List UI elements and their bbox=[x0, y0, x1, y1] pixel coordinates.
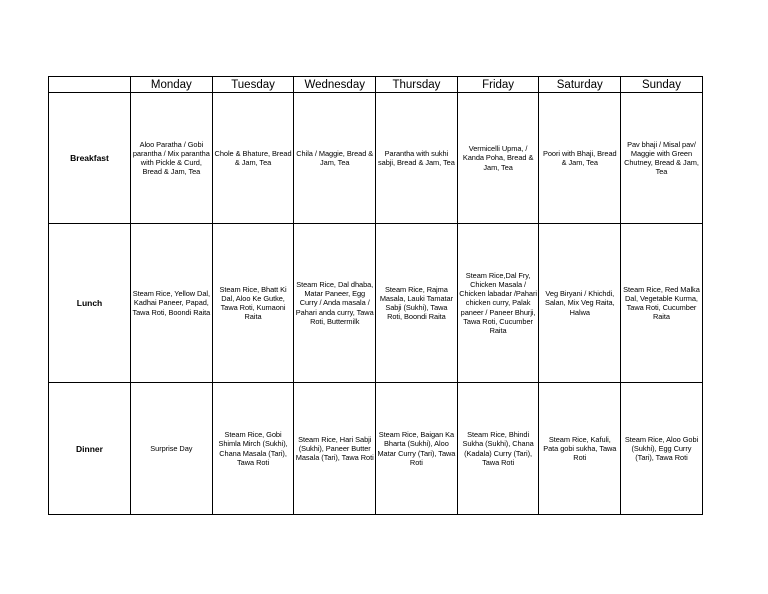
day-header-saturday: Saturday bbox=[539, 77, 621, 93]
breakfast-thursday-cell: Parantha with sukhi sabji, Bread & Jam, Tea bbox=[376, 93, 458, 224]
day-header-friday: Friday bbox=[457, 77, 539, 93]
day-header-tuesday: Tuesday bbox=[212, 77, 294, 93]
day-header-wednesday: Wednesday bbox=[294, 77, 376, 93]
breakfast-tuesday-cell: Chole & Bhature, Bread & Jam, Tea bbox=[212, 93, 294, 224]
dinner-row bbox=[49, 383, 703, 515]
lunch-friday-cell: Steam Rice,Dal Fry, Chicken Masala / Chicken labadar /Pahari chicken curry, Palak paneer / Paneer Bhurji, Tawa Roti, Cucumber Raita bbox=[457, 224, 539, 383]
breakfast-monday-cell: Aloo Paratha / Gobi parantha / Mix parantha with Pickle & Curd, Bread & Jam, Tea bbox=[131, 93, 213, 224]
meal-label-dinner: Dinner bbox=[49, 383, 131, 515]
dinner-monday-cell: Surprise Day bbox=[131, 383, 213, 515]
breakfast-sunday-cell: Pav bhaji / Misal pav/ Maggie with Green Chutney, Bread & Jam, Tea bbox=[621, 93, 703, 224]
breakfast-wednesday-cell: Chila / Maggie, Bread & Jam, Tea bbox=[294, 93, 376, 224]
lunch-monday-cell: Steam Rice, Yellow Dal, Kadhai Paneer, Papad, Tawa Roti, Boondi Raita bbox=[131, 224, 213, 383]
day-header-monday: Monday bbox=[131, 77, 213, 93]
dinner-tuesday-cell: Steam Rice, Gobi Shimla Mirch (Sukhi), Chana Masala (Tari), Tawa Roti bbox=[212, 383, 294, 515]
lunch-sunday-cell: Steam Rice, Red Malka Dal, Vegetable Kurma, Tawa Roti, Cucumber Raita bbox=[621, 224, 703, 383]
lunch-tuesday-cell: Steam Rice, Bhatt Ki Dal, Aloo Ke Gutke, Tawa Roti, Kumaoni Raita bbox=[212, 224, 294, 383]
meal-label-breakfast: Breakfast bbox=[49, 93, 131, 224]
lunch-thursday-cell: Steam Rice, Rajma Masala, Lauki Tamatar Sabji (Sukhi), Tawa Roti, Boondi Raita bbox=[376, 224, 458, 383]
dinner-sunday-cell: Steam Rice, Aloo Gobi (Sukhi), Egg Curry (Tari), Tawa Roti bbox=[621, 383, 703, 515]
day-header-thursday: Thursday bbox=[376, 77, 458, 93]
day-header-sunday: Sunday bbox=[621, 77, 703, 93]
weekly-meal-table bbox=[48, 76, 703, 515]
meal-label-lunch: Lunch bbox=[49, 224, 131, 383]
dinner-wednesday-cell: Steam Rice, Hari Sabji (Sukhi), Paneer Butter Masala (Tari), Tawa Roti bbox=[294, 383, 376, 515]
breakfast-friday-cell: Vermicelli Upma, / Kanda Poha, Bread & Jam, Tea bbox=[457, 93, 539, 224]
lunch-wednesday-cell: Steam Rice, Dal dhaba, Matar Paneer, Egg Curry / Anda masala / Pahari anda curry, Tawa Roti, Buttermilk bbox=[294, 224, 376, 383]
lunch-saturday-cell: Veg Biryani / Khichdi, Salan, Mix Veg Raita, Halwa bbox=[539, 224, 621, 383]
lunch-row bbox=[49, 224, 703, 383]
corner-cell bbox=[49, 77, 131, 93]
breakfast-row bbox=[49, 93, 703, 224]
dinner-friday-cell: Steam Rice, Bhindi Sukha (Sukhi), Chana (Kadala) Curry (Tari), Tawa Roti bbox=[457, 383, 539, 515]
day-header-row bbox=[49, 77, 703, 93]
breakfast-saturday-cell: Poori with Bhaji, Bread & Jam, Tea bbox=[539, 93, 621, 224]
dinner-saturday-cell: Steam Rice, Kafuli, Pata gobi sukha, Tawa Roti bbox=[539, 383, 621, 515]
dinner-thursday-cell: Steam Rice, Baigan Ka Bharta (Sukhi), Aloo Matar Curry (Tari), Tawa Roti bbox=[376, 383, 458, 515]
